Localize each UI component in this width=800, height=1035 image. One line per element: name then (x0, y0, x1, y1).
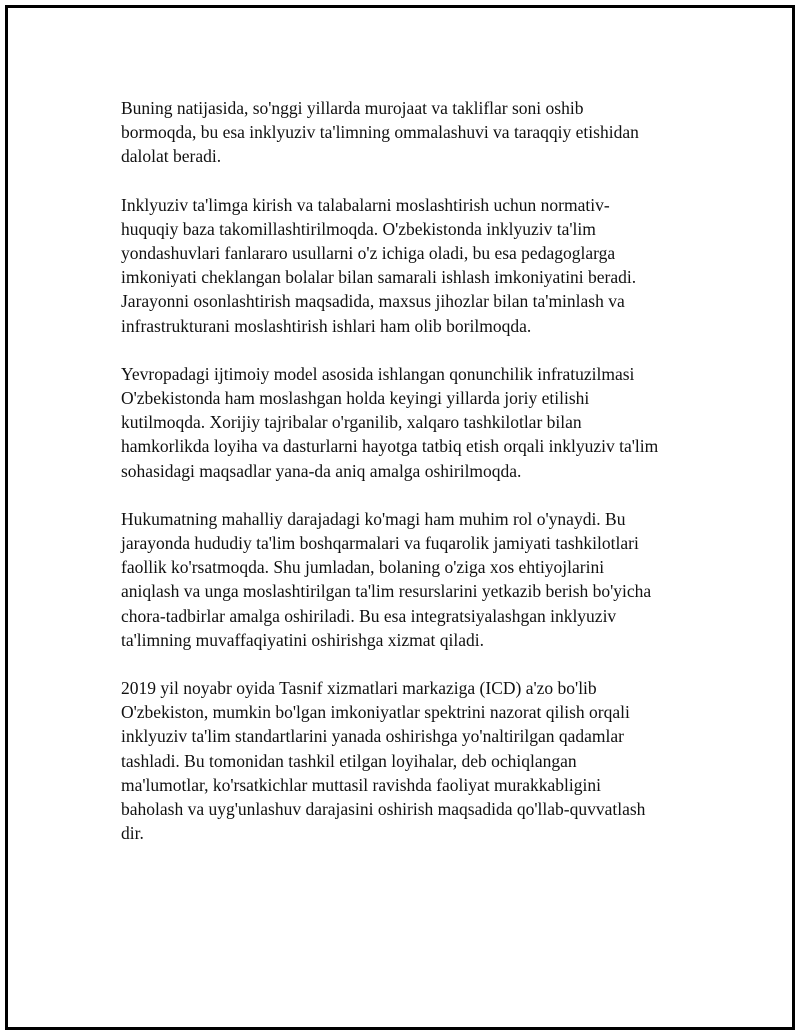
paragraph-4: Hukumatning mahalliy darajadagi ko'magi ham muhim rol o'ynaydi. Bu jarayonda hududiy ta'lim boshqarmalari va fuqarolik jamiyati tashkilotlari faollik ko'rsatmoqda. Shu jumladan, bolaning o'ziga xos ehtiyojlarini aniqlash va unga moslashtirilgan ta'lim resurslarini yetkazib berish bo'yicha chora-tadbirlar amalga oshiriladi. Bu esa integratsiyalashgan inklyuziv ta'limning muvaffaqiyatini oshirishga xizmat qiladi. (121, 508, 652, 650)
paragraph-5: 2019 yil noyabr oyida Tasnif xizmatlari markaziga (ICD) a'zo bo'lib O'zbekiston, mumkin bo'lgan imkoniyatlar spektrini nazorat qilish orqali inklyuziv ta'lim standartlarini yanada oshirishga yo'naltirilgan qadamlar tashladi. Bu tomonidan tashkil etilgan loyihalar, deb ochiqlangan ma'lumotlar, ko'rsatkichlar muttasil ravishda faoliyat murakkabligini baholash va uyg'unlashuv darajasini oshirish maqsadida qo'llab-quvvatlash dir. (121, 678, 646, 844)
paragraph-3: Yevropadagi ijtimoiy model asosida ishlangan qonunchilik infratuzilmasi O'zbekistonda ham moslashgan holda keyingi yillarda joriy etilishi kutilmoqda. Xorijiy tajribalar o'rganilib, xalqaro tashkilotlar bilan hamkorlikda loyiha va dasturlarni hayotga tatbiq etish orqali inklyuziv ta'lim sohasidagi maqsadlar yana-da aniq amalga oshirilmoqda. (121, 363, 659, 481)
document-body (121, 96, 701, 869)
paragraph-2: Inklyuziv ta'limga kirish va talabalarni moslashtirish uchun normativ- huquqiy baza takomillashtirilmoqda. O'zbekistonda inklyuziv ta'lim yondashuvlari fanlararo usullarni o'z ichiga oladi, bu esa pedagoglarga imkoniyati cheklangan bolalar bilan samarali ishlash imkoniyatini beradi. Jarayonni osonlashtirish maqsadida, maxsus jihozlar bilan ta'minlash va infrastrukturani moslashtirish ishlari ham olib borilmoqda. (121, 194, 637, 336)
page-border (5, 5, 795, 1030)
paragraph-1: Buning natijasida, so'nggi yillarda murojaat va takliflar soni oshib bormoqda, bu esa inklyuziv ta'limning ommalashuvi va taraqqiy etishidan dalolat beradi. (121, 98, 639, 167)
